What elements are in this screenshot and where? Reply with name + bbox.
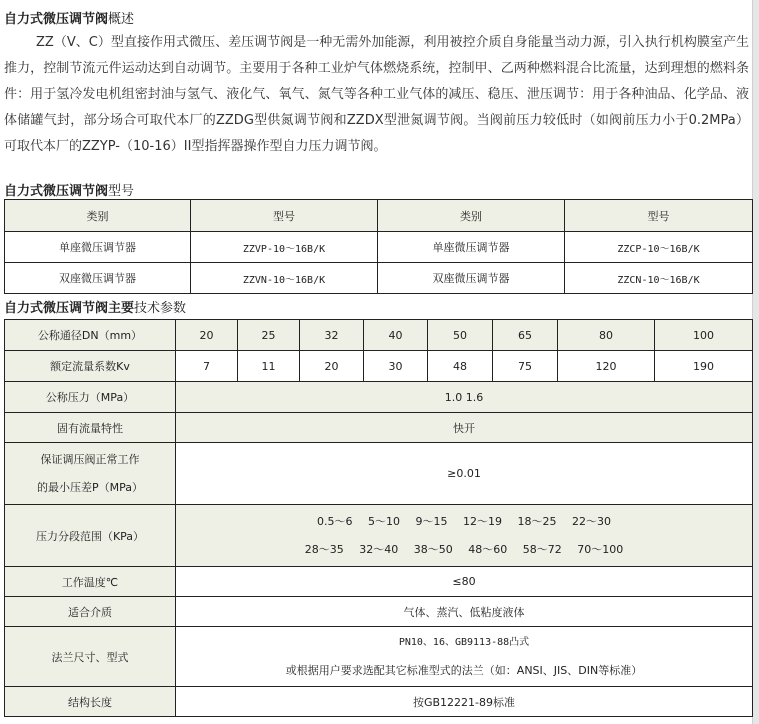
table-cell: ZZVN-10～16B/K [191,263,378,294]
range-item: 48～60 [468,542,508,556]
spec-label: 公称压力（MPa） [5,382,176,413]
spec-value: 7 [176,351,238,382]
range-line [176,536,752,564]
spec-value [176,627,753,687]
table-cell: ZZCN-10～16B/K [565,263,753,294]
spec-value [176,505,753,567]
spec-value: 20 [176,320,238,351]
range-item: 58～72 [522,542,562,556]
spec-label [5,443,176,505]
range-item: 70～100 [577,542,624,556]
range-item: 9～15 [415,514,448,528]
spec-value: 32 [300,320,364,351]
spec-row-pressure [5,382,753,413]
spec-label-line: 保证调压阀正常工作 [40,452,140,466]
model-table-header [5,200,753,232]
spec-table [4,319,753,717]
header-cell: 类别 [378,200,565,232]
header-cell: 型号 [191,200,378,232]
scrollbar-track[interactable] [752,0,759,724]
spec-value: 65 [493,320,558,351]
overview-paragraph [4,30,749,160]
table-cell: ZZCP-10～16B/K [565,232,753,263]
table-cell: 单座微压调节器 [5,232,191,263]
range-item: 0.5～6 [317,514,353,528]
spec-value: 75 [493,351,558,382]
spec-value: 20 [300,351,364,382]
range-item: 28～35 [304,542,344,556]
flange-line: PN10、16、GB9113-88凸式 [398,636,530,648]
table-cell: 双座微压调节器 [378,263,565,294]
spec-value: 25 [238,320,300,351]
range-item: 38～50 [413,542,453,556]
spec-row-flange [5,627,753,687]
table-cell: ZZVP-10～16B/K [191,232,378,263]
spec-row-min-dp [5,443,753,505]
table-row [5,232,753,263]
spec-value: 1.0 1.6 [176,382,753,413]
spec-value: 按GB12221-89标准 [176,687,753,717]
spec-value: 50 [428,320,493,351]
section-title-specs: 自力式微压调节阀主要技术参数 [4,301,187,316]
spec-label: 结构长度 [5,687,176,717]
table-row [5,263,753,294]
header-cell: 型号 [565,200,753,232]
spec-value: 30 [364,351,428,382]
spec-row-length [5,687,753,717]
spec-value: 80 [558,320,655,351]
spec-label: 固有流量特性 [5,413,176,443]
range-item: 32～40 [359,542,399,556]
section-title-models: 自力式微压调节阀型号 [4,184,135,199]
spec-label: 公称通径DN（mm） [5,320,176,351]
range-item: 12～19 [463,514,502,528]
spec-value: 快开 [176,413,753,443]
spec-label: 法兰尺寸、型式 [5,627,176,687]
spec-row-temp [5,567,753,597]
spec-value: 气体、蒸汽、低粘度液体 [176,597,753,627]
spec-row-range [5,505,753,567]
spec-value: ≥0.01 [176,443,753,505]
model-table [4,199,753,294]
spec-row-flow [5,413,753,443]
spec-row-dn [5,320,753,351]
overview-text: ZZ（V、C）型直接作用式微压、差压调节阀是一种无需外加能源，利用被控介质自身能量当动力源，引入执行机构膜室产生推力，控制节流元件运动达到自动调节。主要用于各种工业炉气体燃烧系统，控制甲、乙两种燃料混合比流量，达到理想的燃料条件：用于氢冷发电机组密封油与氢气、液化气、氧气、氮气等各种工业气体的减压、稳压、泄压调节：用于各种油品、化学品、液体储罐气封，部分场合可取代本厂的ZZDG型供氮调节阀和ZZDX型泄氮调节阀。当阀前压力较低时（如阀前压力小于0.2MPa）可取代本厂的ZZYP-（10-16）II型指挥器操作型自力压力调节阀。 [4,35,749,154]
spec-value: 120 [558,351,655,382]
spec-label: 额定流量系数Kv [5,351,176,382]
spec-row-kv [5,351,753,382]
spec-value: 40 [364,320,428,351]
spec-value: ≤80 [176,567,753,597]
spec-row-medium [5,597,753,627]
table-cell: 单座微压调节器 [378,232,565,263]
spec-value: 100 [655,320,753,351]
header-cell: 类别 [5,200,191,232]
range-item: 5～10 [368,514,400,528]
section-title-overview: 自力式微压调节阀概述 [4,12,135,27]
spec-value: 190 [655,351,753,382]
spec-label: 适合介质 [5,597,176,627]
spec-value: 11 [238,351,300,382]
flange-line: 或根据用户要求选配其它标准型式的法兰（如：ANSI、JIS、DIN等标准） [285,663,643,677]
spec-label-line: 的最小压差P（MPa） [36,480,143,494]
range-item: 22～30 [572,514,611,528]
range-item: 18～25 [517,514,557,528]
spec-label: 工作温度℃ [5,567,176,597]
table-cell: 双座微压调节器 [5,263,191,294]
spec-label: 压力分段范围（KPa） [5,505,176,567]
spec-value: 48 [428,351,493,382]
range-line [176,508,752,536]
